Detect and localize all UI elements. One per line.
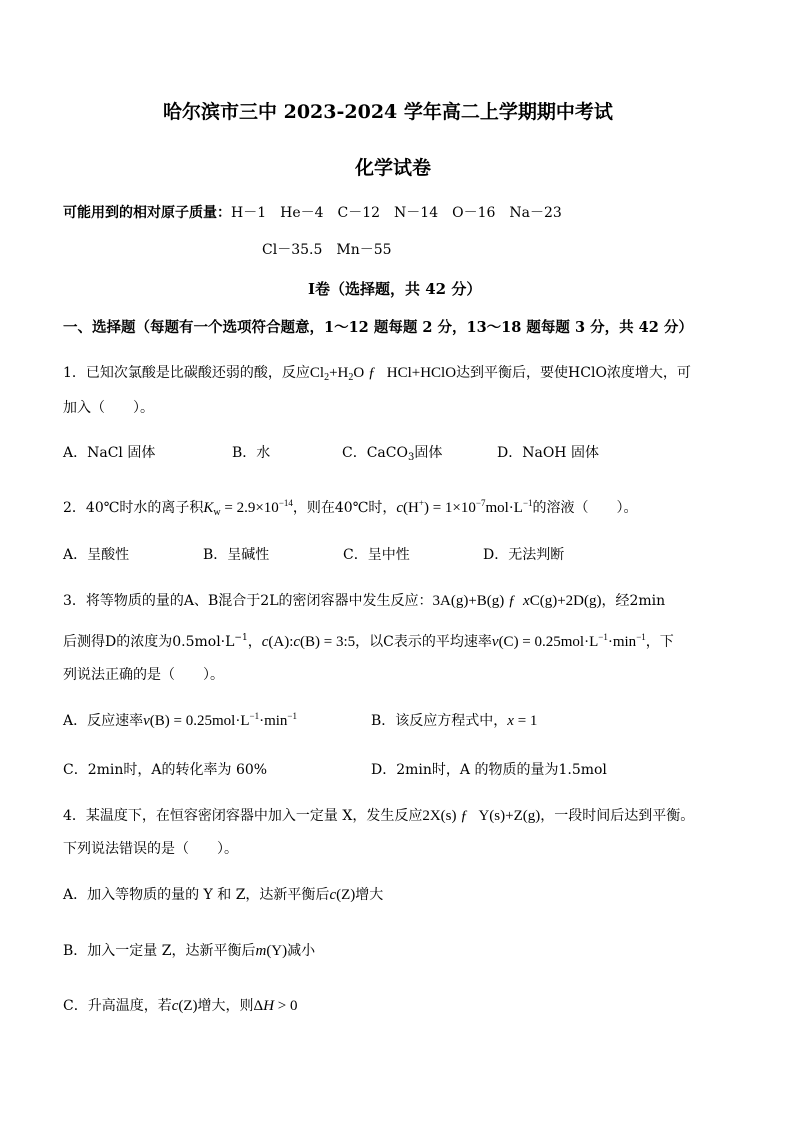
q3-ratio: c(A):c(B) = 3:5 [261, 634, 356, 650]
q4-option-b-tail: 减小 [287, 943, 316, 959]
q1-equation: $Cl_2+H_2O$ ƒ HCl+HClO [309, 365, 457, 383]
q3-option-a-rate: $v(B) = 0.25mol\cdot L^{-1}\cdot\min^{-1}$ [143, 711, 297, 729]
q1-stem-line1 [63, 362, 691, 383]
q3-option-c: C．2min时，A的转化率为 60% [63, 762, 268, 778]
q1-option-d: D．NaOH 固体 [497, 445, 599, 461]
q3-option-d: D．2min时，A 的物质的量为1.5mol [371, 762, 607, 778]
q3-stem-text3: 后测得D的浓度为0.5mol·L [63, 634, 235, 650]
q1-stem-text2: 达到平衡后，要使HClO浓度增大，可 [456, 365, 691, 381]
q1-option-c-tail: 固体 [414, 445, 443, 461]
q3-stem-text2: ，经2min [601, 593, 666, 609]
q1-stem-text: 1．已知次氯酸是比碳酸还弱的酸，反应 [63, 365, 310, 381]
q4-option-a [63, 884, 383, 904]
q2-option-a: A．呈酸性 [63, 547, 130, 563]
q2-option-d: D．无法判断 [483, 547, 565, 563]
q2-option-b: B．呈碱性 [203, 547, 270, 563]
q3-stem-text1: 3．将等物质的量的A、B混合于2L的密闭容器中发生反应： [63, 593, 433, 609]
q4-option-c-cz: c(Z) [171, 998, 198, 1014]
q1-option-c-text: C．CaCO [342, 445, 408, 461]
q1-option-a: A．NaCl 固体 [63, 445, 156, 461]
q4-stem-text2: ，一段时间后达到平衡。 [540, 808, 695, 824]
q3-option-b-text: B．该反应方程式中， [371, 713, 508, 729]
atomic-masses-values1: H－1 He－4 C－12 N－14 O－16 Na－23 [231, 205, 562, 221]
q4-option-c-mid: 增大，则 [197, 998, 254, 1014]
q4-stem-line2: 下列说法错误的是（ ）。 [63, 841, 238, 857]
exam-subtitle: 化学试卷 [355, 157, 432, 179]
q1-stem-line2: 加入（ ）。 [63, 400, 154, 416]
q2-stem-text3: 的溶液（ ）。 [532, 500, 638, 516]
q2-stem [63, 497, 638, 518]
q2-stem-text2: ，则在40℃时， [292, 500, 397, 516]
q4-option-c-text: C．升高温度，若 [63, 998, 172, 1014]
q1-option-c-sub: 3 [407, 452, 415, 463]
q4-option-a-text: A．加入等物质的量的 Y 和 Z，达新平衡后 [63, 887, 330, 903]
q2-kw: $K_w = 2.9\times 10^{-14}$ [203, 498, 293, 518]
q3-stem-text6: ，下 [645, 634, 674, 650]
q4-option-b-my: m(Y) [255, 943, 288, 959]
q1-option-b: B．水 [232, 445, 271, 461]
q3-rate: $v(C) = 0.25mol\cdot L^{-1}\cdot\min^{-1}$ [491, 632, 646, 650]
q3-stem-line3: 列说法正确的是（ ）。 [63, 667, 224, 683]
q4-option-c-dh: ΔH > 0 [253, 998, 298, 1014]
q4-equation: 2X(s) ƒ Y(s)+Z(g) [422, 808, 541, 824]
q3-option-b [371, 710, 537, 730]
q2-concentration: $c(H^+) = 1\times 10^{-7}mol\cdot L^{-1}$ [396, 498, 533, 516]
q3-stem-text5: ，以C表示的平均速率 [355, 634, 492, 650]
exam-title: 哈尔滨市三中 2023-2024 学年高二上学期期中考试 [163, 101, 613, 123]
q4-stem-line1 [63, 805, 694, 825]
volume-heading: Ⅰ卷（选择题，共 42 分） [308, 280, 482, 298]
q2-stem-text1: 2．40℃时水的离子积 [63, 500, 204, 516]
q3-option-b-x: x = 1 [507, 713, 538, 729]
atomic-masses-line1 [63, 202, 562, 222]
q2-option-c: C．呈中性 [343, 547, 410, 563]
q4-option-b-text: B．加入一定量 Z，达新平衡后 [63, 943, 256, 959]
q3-option-a-text: A．反应速率 [63, 713, 144, 729]
q3-option-a [63, 710, 297, 730]
q3-stem-line1 [63, 590, 665, 610]
q3-stem-line2: 后测得D的浓度为$0.5mol\cdot L^{-1}$，c(A):c(B) = 3:5，以C表示的平均速率$v(C) = 0.25mol\cdot L^{-1}\cdot\min^{-1}$，下 [63, 632, 674, 650]
q4-stem-text1: 4．某温度下，在恒容密闭容器中加入一定量 X，发生反应 [63, 808, 423, 824]
q4-option-b [63, 940, 315, 960]
atomic-masses-label: 可能用到的相对原子质量： [63, 205, 231, 221]
q3-equation: 3A(g)+B(g) ƒ xC(g)+2D(g) [432, 593, 602, 609]
q4-option-c [63, 995, 298, 1015]
q4-option-a-cz: c(Z) [329, 887, 356, 903]
atomic-masses-values2: Cl－35.5 Mn－55 [262, 242, 392, 258]
q4-option-a-tail: 增大 [355, 887, 384, 903]
q1-option-c [342, 442, 442, 463]
section-heading: 一、选择题（每题有一个选项符合题意，1～12 题每题 2 分，13～18 题每题 3 分，共 42 分） [63, 319, 693, 336]
q3-stem-text4: ， [247, 634, 262, 650]
